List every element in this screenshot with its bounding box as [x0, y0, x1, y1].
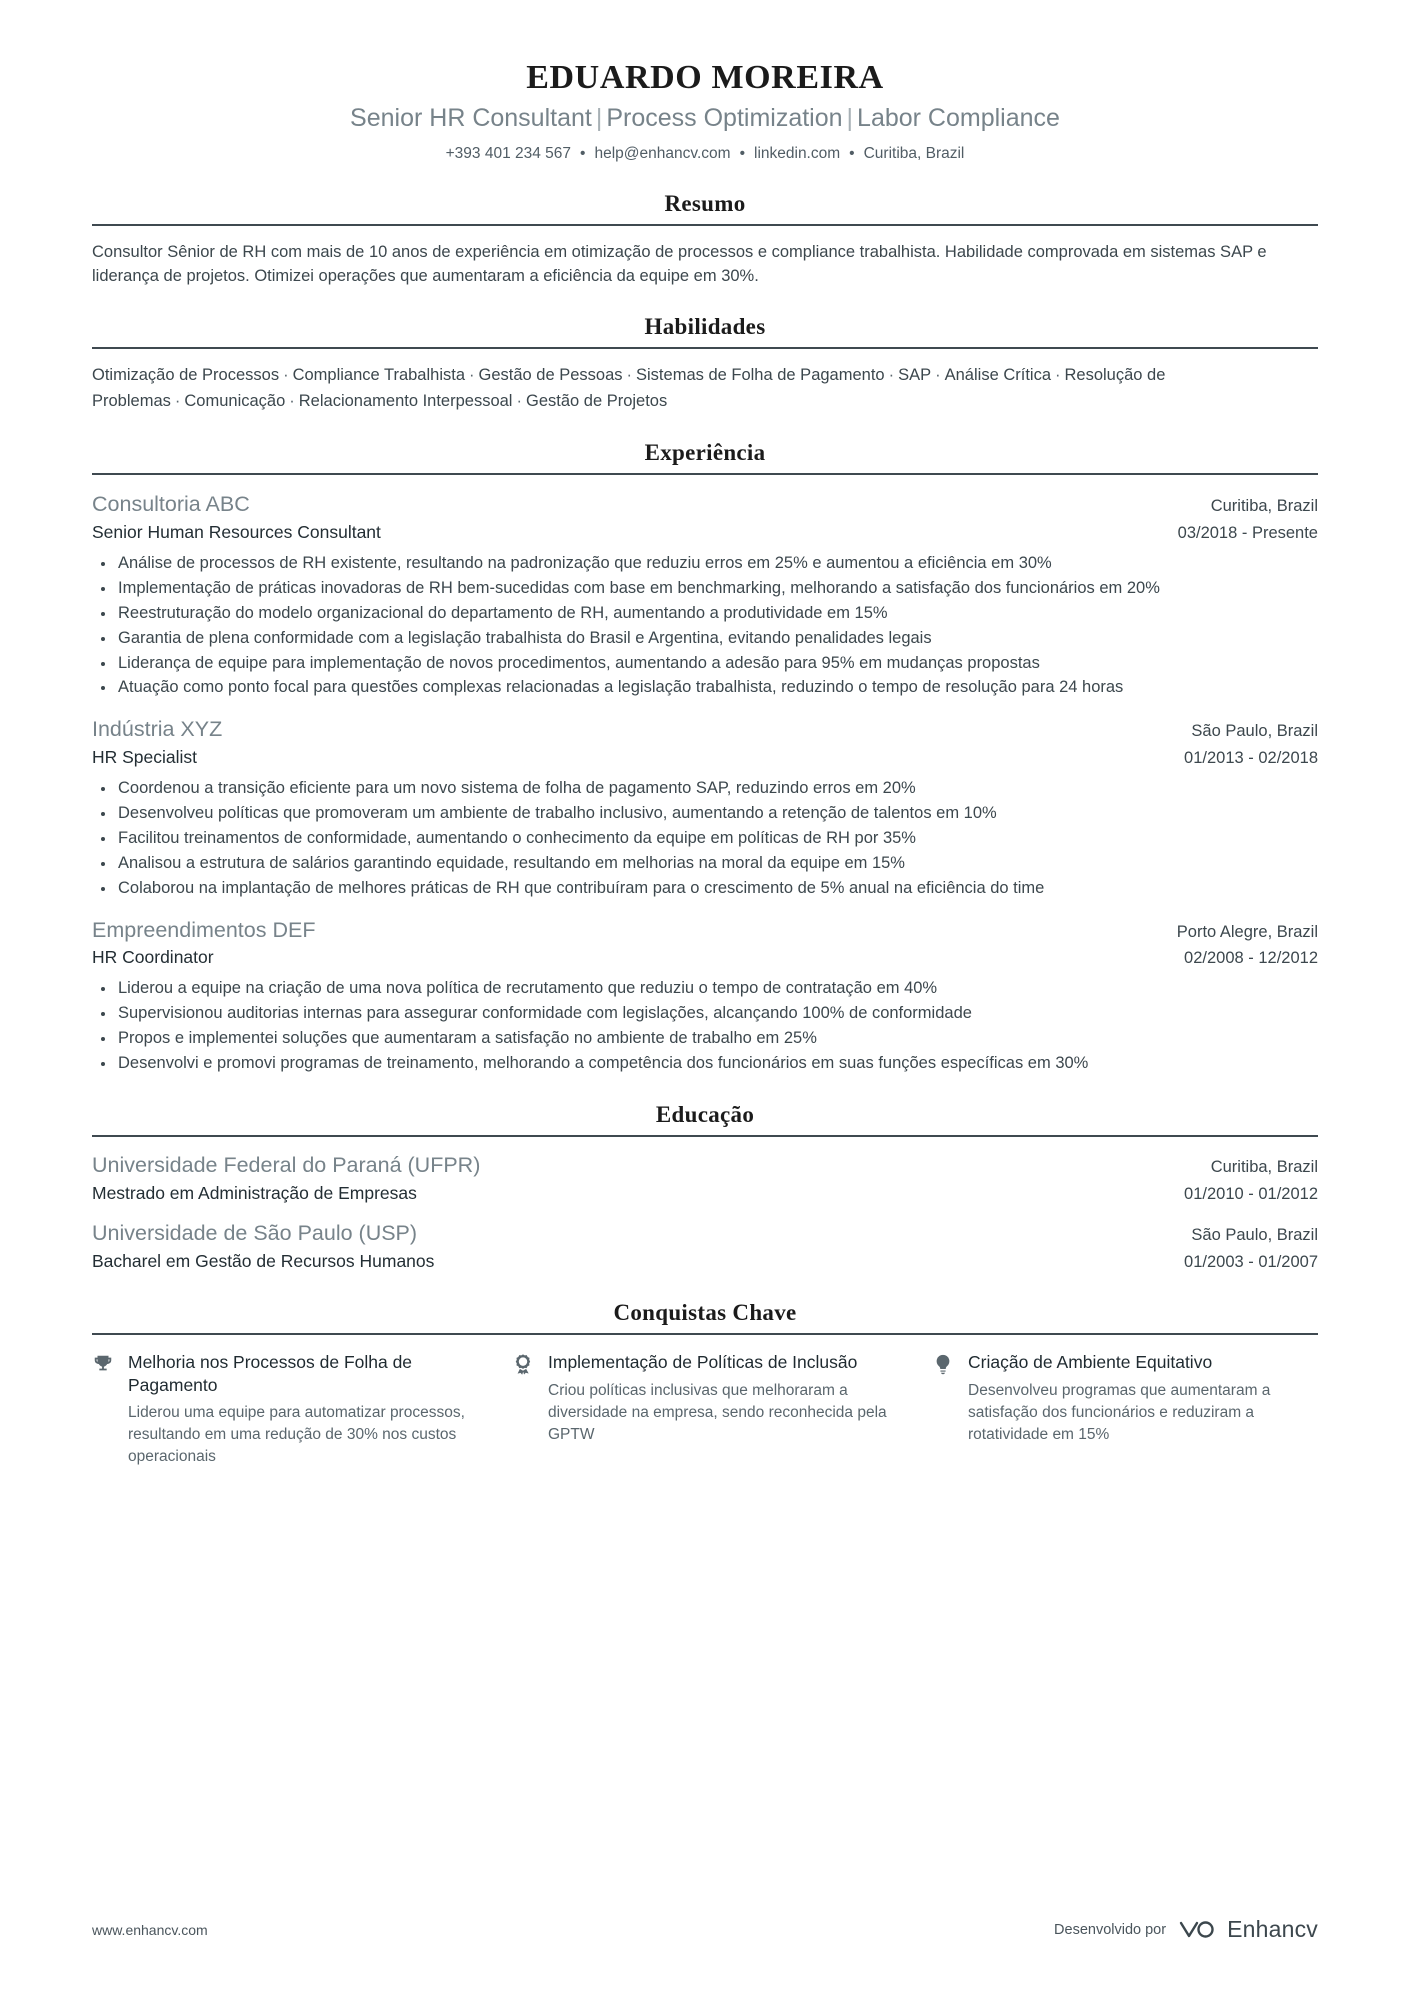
skill-item: Gestão de Projetos — [525, 391, 668, 410]
company-name: Empreendimentos DEF — [92, 917, 316, 942]
award-medal-icon — [512, 1351, 536, 1375]
responsibility-item: Desenvolvi e promovi programas de treinamento, melhorando a competência dos funcionários em suas funções específicas em 30% — [92, 1052, 1318, 1076]
svg-text:1: 1 — [521, 1359, 525, 1366]
job-title: HR Specialist — [92, 747, 198, 768]
contact-item[interactable]: Curitiba, Brazil — [863, 144, 965, 162]
headline-separator: | — [846, 104, 854, 133]
responsibility-item: Atuação como ponto focal para questões complexas relacionadas a legislação trabalhista, reduzindo o tempo de resolução para 24 horas — [92, 676, 1318, 700]
skill-separator: · — [283, 366, 289, 385]
skill-item: Compliance Trabalhista — [292, 366, 465, 385]
company-location: São Paulo, Brazil — [1191, 722, 1318, 741]
trophy-icon — [92, 1351, 116, 1375]
skill-separator: · — [469, 366, 475, 385]
achievement-card — [92, 1351, 478, 1469]
footer-website[interactable]: www.enhancv.com — [92, 1921, 208, 1938]
entry-role-row — [92, 744, 1318, 770]
responsibility-list — [92, 777, 1318, 901]
headline-part: Labor Compliance — [857, 104, 1060, 133]
company-name: Indústria XYZ — [92, 717, 223, 742]
resume-footer — [92, 1916, 1318, 1943]
achievement-card — [932, 1351, 1318, 1469]
experience-entry — [92, 491, 1318, 700]
responsibility-item: Garantia de plena conformidade com a legislação trabalhista do Brasil e Argentina, evitando penalidades legais — [92, 627, 1318, 651]
job-dates: 03/2018 - Presente — [1177, 524, 1318, 543]
skill-separator: · — [289, 391, 295, 410]
entry-role-row — [92, 519, 1318, 545]
achievement-description: Criou políticas inclusivas que melhoraram a diversidade na empresa, sendo reconhecida pela GPTW — [548, 1381, 887, 1443]
responsibility-item: Liderou a equipe na criação de uma nova política de recrutamento que reduziu o tempo de contratação em 40% — [92, 977, 1318, 1001]
summary-text: Consultor Sênior de RH com mais de 10 anos de experiência em otimização de processos e compliance trabalhista. Habilidade comprovada em sistemas SAP e liderança de projetos. Otimizei operações que aumentaram a eficiência da equipe em 30%. — [92, 242, 1267, 285]
achievement-title: Criação de Ambiente Equitativo — [968, 1351, 1213, 1372]
section-divider — [92, 347, 1318, 349]
job-title: Senior Human Resources Consultant — [92, 522, 381, 543]
achievement-description: Desenvolveu programas que aumentaram a satisfação dos funcionários e reduziram a rotatividade em 15% — [968, 1381, 1271, 1443]
section-summary — [92, 191, 1318, 289]
skill-separator: · — [1055, 366, 1061, 385]
job-dates: 02/2008 - 12/2012 — [1184, 949, 1318, 968]
skill-separator: · — [174, 391, 181, 410]
section-title-summary: Resumo — [664, 190, 746, 216]
contact-item[interactable]: +393 401 234 567 — [445, 144, 572, 162]
achievement-body — [968, 1351, 1318, 1446]
skill-separator: · — [888, 366, 895, 385]
skill-item: Comunicação — [184, 391, 286, 410]
skill-separator: · — [626, 366, 633, 385]
contact-separator: • — [849, 144, 855, 162]
degree-dates: 01/2010 - 01/2012 — [1184, 1184, 1318, 1203]
entry-header-row — [92, 917, 1318, 945]
enhancv-logo — [1178, 1916, 1318, 1943]
skill-item: SAP — [898, 366, 932, 385]
section-divider — [92, 1333, 1318, 1335]
education-entry — [92, 1152, 1318, 1206]
contact-item[interactable]: help@enhancv.com — [594, 144, 731, 162]
candidate-headline — [92, 102, 1318, 135]
headline-part: Process Optimization — [606, 104, 843, 133]
section-divider — [92, 1135, 1318, 1137]
responsibility-item: Liderança de equipe para implementação de novos procedimentos, aumentando a adesão para 95% em mudanças propostas — [92, 652, 1318, 676]
skill-item: Gestão de Pessoas — [478, 366, 623, 385]
school-name: Universidade Federal do Paraná (UFPR) — [92, 1152, 481, 1177]
skill-item: Resolução de Problemas — [92, 366, 1166, 410]
entry-header-row — [92, 1220, 1318, 1248]
enhancv-mark-icon — [1178, 1917, 1218, 1943]
section-title-achievements: Conquistas Chave — [613, 1299, 797, 1325]
section-experience — [92, 440, 1318, 1076]
responsibility-item: Coordenou a transição eficiente para um novo sistema de folha de pagamento SAP, reduzindo erros em 20% — [92, 777, 1318, 801]
section-title-experience: Experiência — [644, 440, 766, 466]
school-name: Universidade de São Paulo (USP) — [92, 1221, 418, 1246]
school-location: São Paulo, Brazil — [1191, 1226, 1318, 1245]
responsibility-item: Análise de processos de RH existente, resultando na padronização que reduziu erros em 25% e aumentou a eficiência em 30% — [92, 552, 1318, 576]
education-entries — [92, 1152, 1318, 1274]
contact-separator: • — [739, 144, 745, 162]
responsibility-item: Propos e implementei soluções que aumentaram a satisfação no ambiente de trabalho em 25% — [92, 1027, 1318, 1051]
skills-list — [92, 363, 1318, 414]
skill-item: Otimização de Processos — [92, 366, 280, 385]
contact-item[interactable]: linkedin.com — [754, 144, 841, 162]
achievement-title: Melhoria nos Processos de Folha de Pagamento — [128, 1351, 413, 1395]
achievement-title: Implementação de Políticas de Inclusão — [548, 1351, 858, 1372]
section-divider — [92, 224, 1318, 226]
degree-dates: 01/2003 - 01/2007 — [1184, 1253, 1318, 1272]
achievement-card — [512, 1351, 898, 1469]
skill-separator: · — [935, 366, 941, 385]
section-education — [92, 1102, 1318, 1274]
company-location: Curitiba, Brazil — [1210, 497, 1318, 516]
section-divider — [92, 473, 1318, 475]
responsibility-item: Implementação de práticas inovadoras de RH bem-sucedidas com base em benchmarking, melhorando a satisfação dos funcionários em 20% — [92, 577, 1318, 601]
responsibility-item: Analisou a estrutura de salários garantindo equidade, resultando em melhorias na moral da equipe em 15% — [92, 852, 1318, 876]
skill-separator: · — [516, 391, 522, 410]
skill-item: Análise Crítica — [944, 366, 1051, 385]
education-entry — [92, 1220, 1318, 1274]
responsibility-item: Facilitou treinamentos de conformidade, aumentando o conhecimento da equipe em políticas de RH por 35% — [92, 827, 1318, 851]
company-name: Consultoria ABC — [92, 492, 250, 517]
achievement-description: Liderou uma equipe para automatizar processos, resultando em uma redução de 30% nos custos operacionais — [128, 1404, 465, 1466]
skill-item: Sistemas de Folha de Pagamento — [636, 366, 885, 385]
entry-header-row — [92, 716, 1318, 744]
responsibility-list — [92, 552, 1318, 701]
responsibility-list — [92, 977, 1318, 1076]
experience-entries — [92, 491, 1318, 1076]
company-location: Porto Alegre, Brazil — [1176, 922, 1318, 941]
candidate-name: EDUARDO MOREIRA — [526, 59, 884, 96]
headline-part: Senior HR Consultant — [350, 104, 592, 133]
degree-name: Mestrado em Administração de Empresas — [92, 1182, 417, 1203]
responsibility-item: Reestruturação do modelo organizacional do departamento de RH, aumentando a produtividade em 15% — [92, 602, 1318, 626]
entry-role-row — [92, 944, 1318, 970]
achievement-body — [128, 1351, 478, 1469]
footer-credit — [1054, 1916, 1318, 1943]
headline-separator: | — [595, 104, 603, 133]
entry-degree-row — [92, 1248, 1318, 1274]
entry-degree-row — [92, 1180, 1318, 1206]
degree-name: Bacharel em Gestão de Recursos Humanos — [92, 1251, 435, 1272]
job-title: HR Coordinator — [92, 947, 214, 968]
responsibility-item: Desenvolveu políticas que promoveram um ambiente de trabalho inclusivo, aumentando a retenção de talentos em 10% — [92, 802, 1318, 826]
experience-entry — [92, 917, 1318, 1076]
entry-header-row — [92, 491, 1318, 519]
contact-line — [92, 143, 1318, 165]
footer-made-by-label: Desenvolvido por — [1054, 1921, 1167, 1938]
school-location: Curitiba, Brazil — [1210, 1157, 1318, 1176]
job-dates: 01/2013 - 02/2018 — [1184, 749, 1318, 768]
responsibility-item: Supervisionou auditorias internas para assegurar conformidade com legislações, alcançando 100% de conformidade — [92, 1002, 1318, 1026]
contact-separator: • — [580, 144, 586, 162]
section-achievements — [92, 1300, 1318, 1469]
enhancv-wordmark: Enhancv — [1227, 1916, 1318, 1942]
achievement-body — [548, 1351, 898, 1446]
achievement-cards — [92, 1351, 1318, 1469]
section-title-education: Educação — [655, 1101, 755, 1127]
responsibility-item: Colaborou na implantação de melhores práticas de RH que contribuíram para o crescimento de 5% anual na eficiência do time — [92, 877, 1318, 901]
resume-header — [92, 58, 1318, 165]
lightbulb-icon — [932, 1351, 956, 1375]
section-skills — [92, 314, 1318, 414]
section-title-skills: Habilidades — [644, 314, 766, 340]
entry-header-row — [92, 1152, 1318, 1180]
experience-entry — [92, 716, 1318, 900]
skill-item: Relacionamento Interpessoal — [298, 391, 513, 410]
